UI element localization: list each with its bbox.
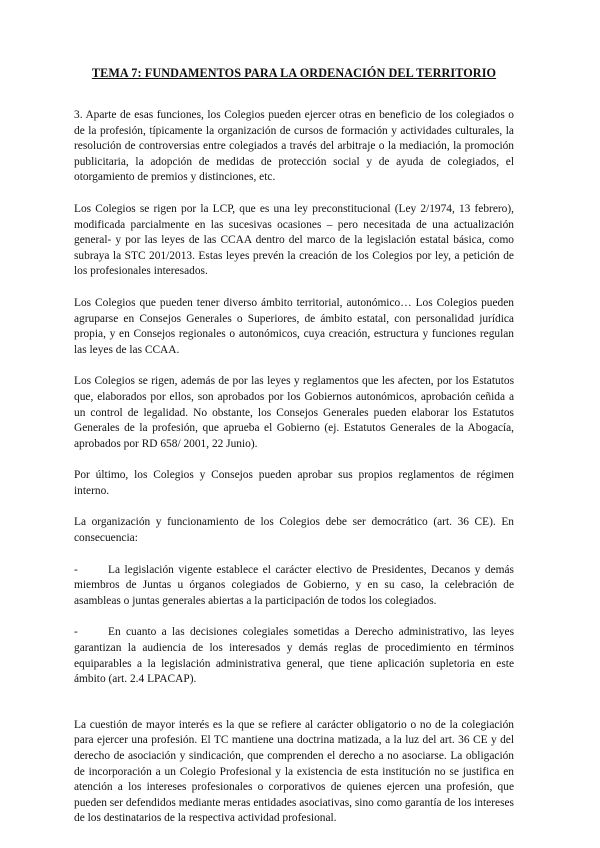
bullet-text: En cuanto a las decisiones colegiales sometidas a Derecho administrativo, las leyes garantizan la audiencia de los interesados y demás reglas de procedimiento en términos equiparables a la legislación administrativa general, que tiene aplicación supletoria en este ámbito (art. 2.4 LPACAP). bbox=[74, 626, 514, 686]
paragraph-3: Los Colegios que pueden tener diverso ámbito territorial, autonómico… Los Colegios pueden agruparse en Consejos Generales o Superiores, de ámbito estatal, con personalidad jurídica propia, y en Consejos regionales o autonómicos, cuya creación, estructura y funciones regulan las leyes de las CCAA. bbox=[74, 296, 514, 356]
paragraph-2: Los Colegios se rigen por la LCP, que es una ley preconstitucional (Ley 2/1974, 13 febrero), modificada parcialmente en las sucesivas ocasiones – pero necesitada de una actualización general- y por las leyes de las CCAA dentro del marco de la legislación estatal básica, como subraya la STC 201/2013. Estas leyes prevén la creación de los Colegios por ley, a petición de los profesionales interesados. bbox=[74, 202, 514, 278]
bullet-marker: - bbox=[74, 563, 78, 576]
paragraph-4: Los Colegios se rigen, además de por las leyes y reglamentos que les afecten, por los Estatutos que, elaborados por ellos, son aprobados por los Gobiernos autonómicos, aprobación ceñida a un control de legalidad. No obstante, los Consejos Generales pueden elaborar los Estatutos Generales de la profesión, que aprueba el Gobierno (ej. Estatutos Generales de la Abogacía, aprobados por RD 658/ 2001, 22 Junio). bbox=[74, 375, 514, 450]
paragraph-1: 3. Aparte de esas funciones, los Colegios pueden ejercer otras en beneficio de los colegiados o de la profesión, típicamente la organización de cursos de formación y actividades culturales, la resolución de controversias entre colegiados a través del arbitraje o la mediación, la promoción publicitaria, la adopción de medidas de protección social y de ayuda de colegiados, el otorgamiento de premios y distinciones, etc. bbox=[74, 109, 514, 184]
bullet-marker: - bbox=[74, 626, 78, 639]
bullet-item-1 bbox=[74, 563, 514, 610]
paragraph-6: La organización y funcionamiento de los Colegios debe ser democrático (art. 36 CE). En consecuencia: bbox=[74, 516, 514, 545]
page-title: TEMA 7: FUNDAMENTOS PARA LA ORDENACIÓN DEL TERRITORIO bbox=[91, 66, 497, 80]
paragraph-5: Por último, los Colegios y Consejos pueden aprobar sus propios reglamentos de régimen interno. bbox=[74, 469, 514, 497]
closing-paragraph: La cuestión de mayor interés es la que se refiere al carácter obligatorio o no de la colegiación para ejercer una profesión. El TC mantiene una doctrina matizada, a la luz del art. 36 CE y del derecho de asociación y sindicación, que comprenden el derecho a no asociarse. La obligación de incorporación a un Colegio Profesional y la existencia de esta institución no se justifica en atención a los intereses profesionales o corporativos de quienes ejercen una profesión, que pueden ser defendidos mediante meras entidades asociativas, sino como garantía de los intereses de los destinatarios de la respectiva actividad profesional. bbox=[74, 718, 514, 825]
bullet-text: La legislación vigente establece el carácter electivo de Presidentes, Decanos y demás miembros de Juntas u órganos colegiados de Gobierno, y en su caso, la celebración de asambleas o juntas generales abiertas a la participación de todos los colegiados. bbox=[74, 563, 514, 607]
section-spacer bbox=[74, 704, 514, 718]
bullet-item-2 bbox=[74, 625, 514, 687]
